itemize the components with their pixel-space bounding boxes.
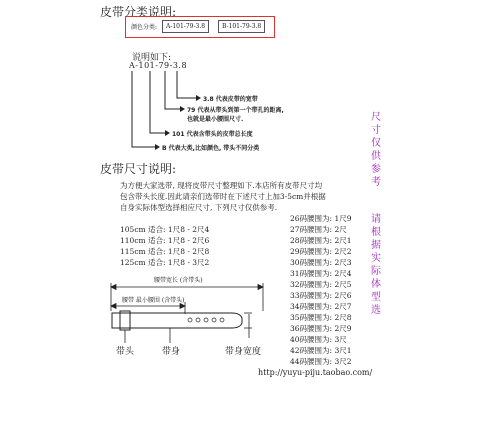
annotation-width: 3.8 代表皮带的宽带 [203,96,258,103]
waist-row: 40码腰围为: 3尺 [290,335,347,344]
code-sample: A-101-79-3.8 [129,61,188,70]
option-b[interactable]: B-101-79-3.8 [218,20,265,33]
waist-row: 31码腰围为: 2尺4 [290,269,352,278]
waist-row: 34码腰围为: 2尺7 [290,302,352,311]
waist-row: 28码腰围为: 2尺1 [290,236,352,245]
total-length-label: 腰带宽长 (含带头) [154,277,203,284]
waist-row: 30码腰围为: 2尺3 [290,258,352,267]
shop-url[interactable]: http://yuyu-piju.taobao.com/ [258,368,373,377]
body-label: 带身 [162,347,181,357]
side-note-choose: 请根据实际体型选 [371,214,381,316]
annotation-category: B 代表大类,比如颜色, 带头不同分类 [162,145,260,152]
side-note-reference: 尺寸仅供参考 [371,112,381,188]
size-paragraph-line: 自身实际体型选择相应尺寸, 下列尺寸仅供参考. [120,203,278,212]
width-label: 带身宽度 [225,347,262,357]
fit-row: 110cm 适合: 1尺8 - 2尺6 [120,236,210,245]
buckle-label: 带头 [116,347,135,357]
min-waist-label: 腰带 最小腰围 (含带头) [122,297,185,304]
explain-heading: 说明如下: [132,53,172,63]
waist-row: 33码腰围为: 2尺6 [290,291,352,300]
fit-row: 105cm 适合: 1尺8 - 2尺4 [120,225,210,234]
waist-row: 26码腰围为: 1尺9 [290,214,352,223]
option-a[interactable]: A-101-79-3.8 [162,20,209,33]
waist-row: 32码腰围为: 2尺5 [290,280,352,289]
classification-title: 皮带分类说明: [100,5,177,19]
waist-row: 36码腰围为: 2尺9 [290,324,352,333]
waist-row: 42码腰围为: 3尺1 [290,346,352,355]
waist-row: 29码腰围为: 2尺2 [290,247,352,256]
annotation-total-length: 101 代表含带头的皮带总长度 [172,131,253,138]
annotation-min-waist-1: 79 代表从带头到第一个带孔的距离, [187,107,284,114]
waist-row: 44码腰围为: 3尺2 [290,357,352,366]
waist-row: 27码腰围为: 2尺 [290,225,347,234]
color-label: 颜色分类: [131,24,158,31]
waist-row: 35码腰围为: 2尺8 [290,313,352,322]
fit-row: 115cm 适合: 1尺8 - 2尺8 [120,247,210,256]
size-paragraph-line: 为方便大家选带, 现将皮带尺寸整理如下.本店所有皮带尺寸均 [120,181,323,190]
annotation-min-waist-2: 也就是最小腰围尺寸. [187,116,244,123]
size-paragraph-line: 包含带头长度.因此请亲们选带时在下述尺寸上加3-5cm并根据 [120,192,326,201]
fit-row: 125cm 适合: 1尺8 - 3尺2 [120,258,210,267]
size-title: 皮带尺寸说明: [100,162,177,176]
